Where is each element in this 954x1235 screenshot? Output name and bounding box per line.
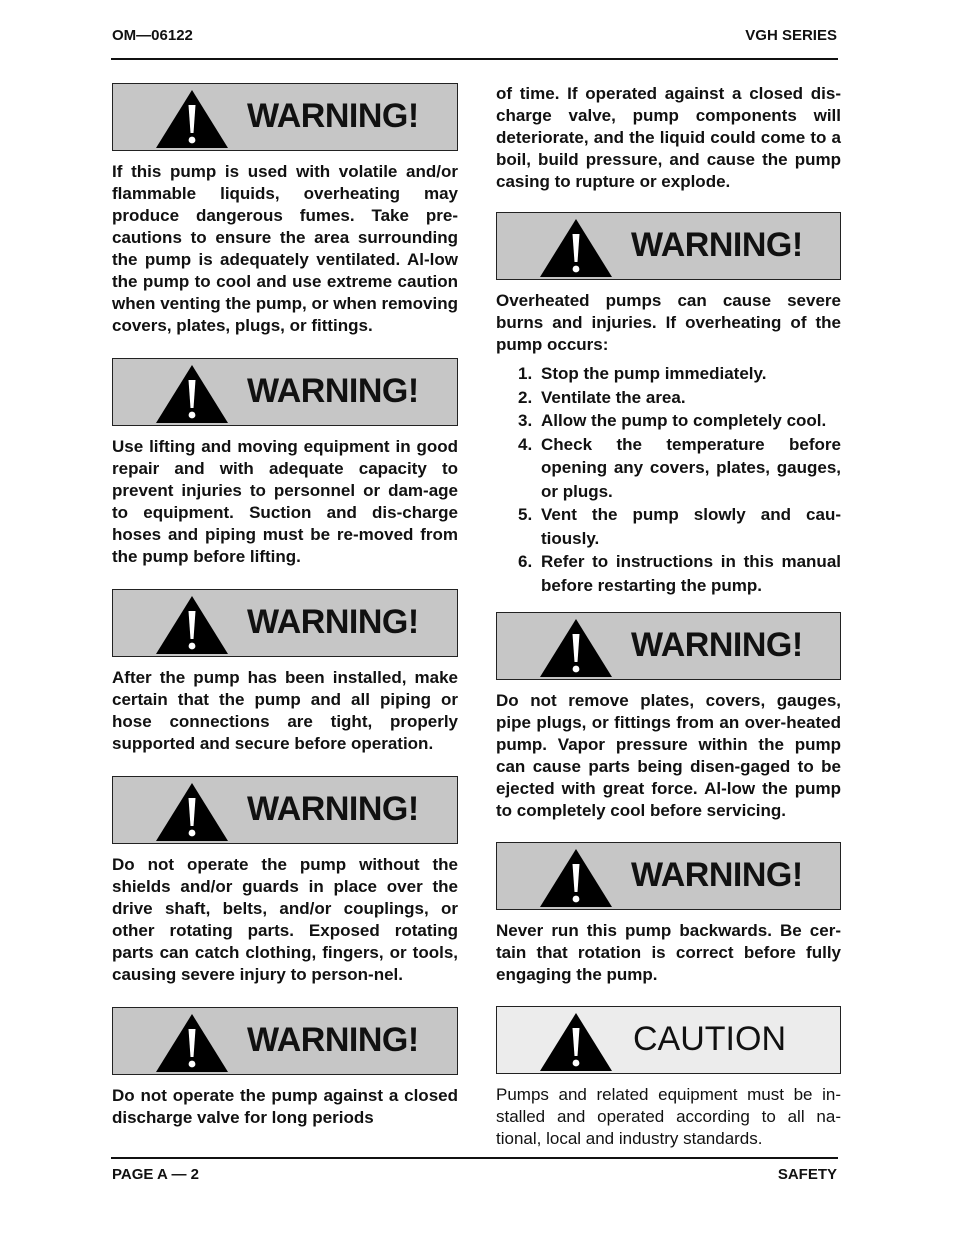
warning-box: [496, 612, 841, 680]
warning-label: WARNING!: [631, 856, 803, 894]
section-name: SAFETY: [777, 1166, 837, 1183]
warning-box: [112, 1007, 458, 1075]
warning-label: WARNING!: [247, 97, 419, 135]
exclamation-triangle-icon: [539, 848, 613, 908]
warning-box: [112, 83, 458, 151]
step-number: 3.: [518, 411, 533, 430]
warning-text-plates: Do not remove plates, covers, gauges, pipe plugs, or fittings from an over-heated pump. Vapor pressure within the pump can cause parts being disen-gaged to be ejected with great force. Al-low the pump to completely cool before servicing.: [496, 691, 841, 820]
step-number: 6.: [518, 552, 533, 571]
exclamation-triangle-icon: [155, 782, 229, 842]
warning-label: WARNING!: [247, 1021, 419, 1059]
right-column: [496, 83, 841, 1150]
document-number: OM—06122: [112, 27, 193, 44]
exclamation-triangle-icon: [539, 618, 613, 678]
step-text: Vent the pump slowly and cau-tiously.: [541, 505, 841, 548]
continued-text: of time. If operated against a closed dis-charge valve, pump components will deteriorate, and the liquid could come to a boil, build pressure, and cause the pump casing to rupture or explode.: [496, 84, 841, 191]
exclamation-triangle-icon: [155, 1013, 229, 1073]
exclamation-triangle-icon: [539, 218, 613, 278]
exclamation-triangle-icon: [155, 364, 229, 424]
exclamation-triangle-icon: [155, 89, 229, 149]
series-title: VGH SERIES: [745, 27, 837, 44]
warning-text-overheated: Overheated pumps can cause severe burns and injuries. If overheating of the pump occurs:: [496, 291, 841, 354]
list-item: [496, 386, 841, 410]
exclamation-triangle-icon: [155, 595, 229, 655]
exclamation-triangle-icon: [539, 1012, 613, 1072]
warning-box: [496, 842, 841, 910]
list-item: [496, 433, 841, 504]
list-item: [496, 550, 841, 597]
warning-text-closed-valve: Do not operate the pump against a closed discharge valve for long periods: [112, 1086, 458, 1127]
step-text: Check the temperature before opening any covers, plates, gauges, or plugs.: [541, 434, 841, 501]
warning-text-volatile: If this pump is used with volatile and/or flammable liquids, overheating may produce dangerous fumes. Take pre-cautions to ensure the area surrounding the pump is adequately ventilated. Al-low the pump to cool and use extreme caution when venting the pump, or when removing covers, plates, plugs, or fittings.: [112, 162, 458, 335]
step-text: Allow the pump to completely cool.: [541, 411, 827, 430]
warning-text-backwards: Never run this pump backwards. Be cer-tain that rotation is correct before fully engaging the pump.: [496, 921, 841, 984]
caution-label: CAUTION: [633, 1020, 786, 1058]
caution-box: [496, 1006, 841, 1074]
header-rule: [111, 58, 838, 60]
warning-text-shields: Do not operate the pump without the shields and/or guards in place over the drive shaft, belts, and/or couplings, or other rotating parts. Exposed rotating parts can catch clothing, fingers, or tools, causing severe injury to person-nel.: [112, 855, 458, 984]
warning-box: [112, 776, 458, 844]
warning-label: WARNING!: [247, 790, 419, 828]
warning-label: WARNING!: [631, 226, 803, 264]
warning-box: [496, 212, 841, 280]
list-item: [496, 503, 841, 550]
step-number: 1.: [518, 364, 533, 383]
page-number: PAGE A — 2: [112, 1166, 199, 1183]
step-text: Ventilate the area.: [541, 387, 686, 407]
warning-label: WARNING!: [247, 372, 419, 410]
list-item: [496, 409, 841, 433]
warning-text-installed: After the pump has been installed, make certain that the pump and all piping or hose connections are tight, properly supported and secure before operation.: [112, 668, 458, 753]
footer-rule: [111, 1157, 838, 1159]
step-text: Refer to instructions in this manual before restarting the pump.: [541, 552, 841, 595]
step-text: Stop the pump immediately.: [541, 364, 767, 383]
overheat-steps-list: [496, 362, 841, 597]
warning-label: WARNING!: [247, 603, 419, 641]
step-number: 4.: [518, 434, 533, 454]
warning-text-lifting: Use lifting and moving equipment in good repair and with adequate capacity to prevent injuries to personnel or dam-age to equipment. Suction and dis-charge hoses and piping must be re-moved from the pump before lifting.: [112, 437, 458, 566]
warning-label: WARNING!: [631, 626, 803, 664]
step-number: 5.: [518, 505, 533, 524]
left-column: [112, 83, 458, 1129]
caution-text: Pumps and related equipment must be in-stalled and operated according to all na-tional, local and industry standards.: [496, 1085, 841, 1148]
list-item: [496, 362, 841, 386]
warning-box: [112, 358, 458, 426]
step-number: 2.: [518, 387, 533, 407]
warning-box: [112, 589, 458, 657]
